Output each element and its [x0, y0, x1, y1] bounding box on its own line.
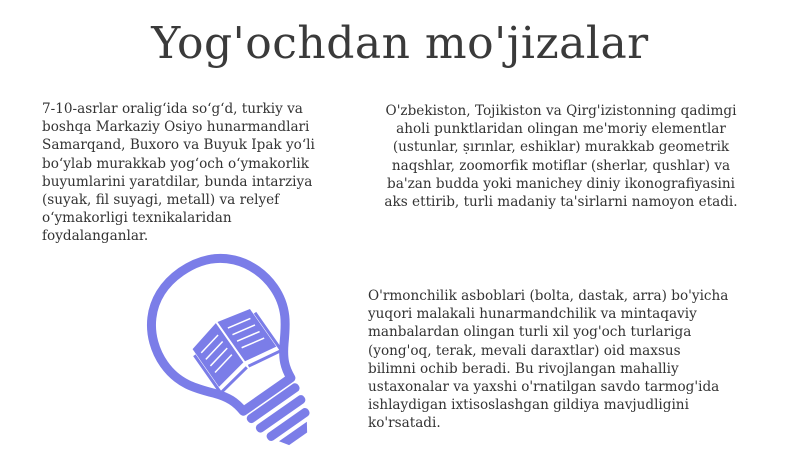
- paragraph-tools: O'rmonchilik asboblari (bolta, dastak, arra) bo'yicha yuqori malakali hunarmandchilik va mintaqaviy manbalardan olingan turli xil yog'och turlariga (yong'oq, terak, mevali daraxtlar) oid maxsus bilimni ochib beradi. Bu rivojlangan mahalliy ustaxonalar va yaxshi o'rnatilgan savdo tarmog'ida ishlaydigan ixtisoslashgan gildiya mavjudligini ko'rsatadi.: [368, 288, 729, 432]
- slide-title: Yog'ochdan mo'jizalar: [151, 18, 649, 69]
- paragraph-history: 7-10-asrlar oralig‘ida so‘g‘d, turkiy va boshqa Markaziy Osiyo hunarmandlari Samarqand, Buxoro va Buyuk Ipak yo‘li bo‘ylab murakkab yog‘och o‘ymakorlik buyumlarini yaratdilar, bunda intarziya (suyak, fil suyagi, metall) va relyef o‘ymakorligi texnikalaridan foydalanganlar.: [42, 101, 315, 245]
- paragraph-architecture: O'zbekiston, Tojikiston va Qirg'izistonning qadimgi aholi punktlaridan olingan me'moriy elementlar (ustunlar, ṣırınlar, eshiklar) murakkab geometrik naqshlar, zoomorfik motiflar (sherlar, qushlar) va ba'zan budda yoki manichey diniy ikonografiyasini aks ettirib, turli madaniy ta'sirlarni namoyon etadi.: [384, 103, 738, 211]
- lightbulb-book-icon: [146, 248, 316, 453]
